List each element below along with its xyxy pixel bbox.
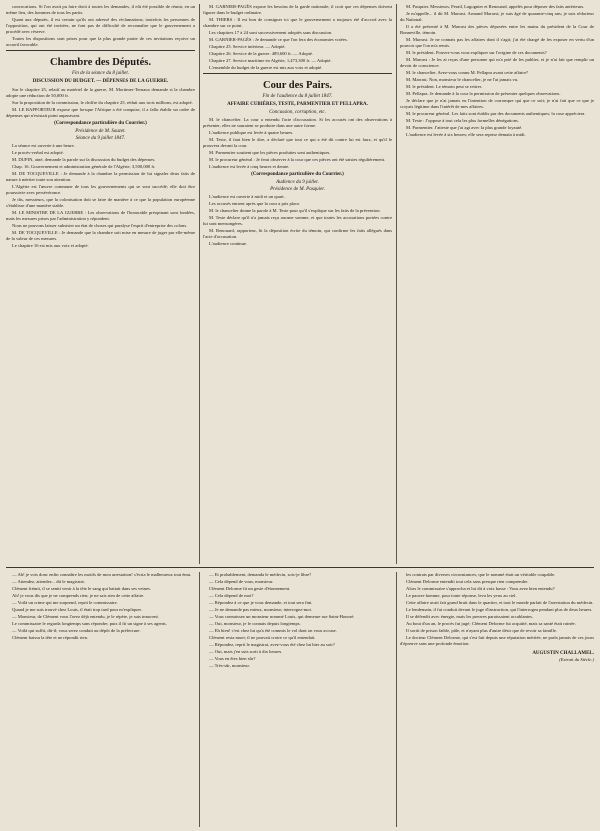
paragraph: M. le chancelier donne la parole à M. Teste pour qu'il s'explique sur les faits de la prévention.: [209, 208, 381, 213]
paragraph: M. Marrast. Non, monsieur le chancelier, je ne l'ai jamais vu.: [406, 77, 519, 82]
chamber-meta: DISCUSSION DU BUDGET. — DÉPENSES DE LA GUERRE.: [32, 79, 169, 84]
divider: [6, 50, 195, 51]
presidency-line: Présidence de M. Pasquier.: [270, 187, 325, 192]
paragraph: M. Marrast : Je les ai reçus d'une personne qui m'a prié de les publier, et je n'ai fait que remplir un devoir de conscience.: [400, 57, 594, 68]
paragraph: Sur la proposition de la commission, le chiffre du chapitre 25, réduit aux trois millions, est adopté.: [12, 100, 193, 105]
paragraph: — Voilà qui suffit, dit-il; vous serez conduit au dépôt de la préfecture.: [12, 628, 141, 633]
correspondence-label: (Correspondance particulière du Courrier.): [251, 172, 344, 177]
section-separator: [6, 567, 594, 568]
paragraph: M. le procureur général. Les faits sont établis par des documents authentiques; la cour appréciera.: [406, 111, 586, 116]
paragraph: L'ensemble du budget de la guerre est mis aux voix et adopté.: [209, 65, 323, 70]
paragraph: Nous ne pouvons laisser subsister un état de choses qui paralyse l'esprit d'entreprise des colons.: [12, 223, 188, 228]
paragraph: Chapitre 26. Service de la guerre. 489,600 fr. — Adopté.: [209, 51, 314, 56]
top-column-3: [400, 4, 594, 564]
paragraph: — Répondez, reprit le magistrat, avez-vous été chez lui hier au soir?: [209, 642, 335, 647]
paragraph: — Cela dépend de moi?: [209, 593, 254, 598]
paragraph: Clément Delorme fit un geste d'étonnement.: [209, 586, 291, 591]
session-date: Séance du 9 juillet 1847.: [75, 136, 126, 141]
paragraph: Les accusés entrent après que la cour a pris place.: [209, 201, 301, 206]
paragraph: Toutes les dispositions sont prises pour que la plus grande partie de ces invitations reçoive un accueil favorable.: [6, 36, 195, 47]
paragraph: M. Pellapra. Je demande à la cour la permission de présenter quelques observations.: [406, 91, 561, 96]
paragraph: M. LE RAPPORTEUR expose que lorsque l'Afrique a été conquise, il a fallu établir un ordre de dépenses qui n'existait point auparavant.: [6, 107, 195, 118]
top-column-1: [6, 4, 195, 564]
paragraph: — Eh bien! c'est chez lui qu'a été commis le vol dont on vous accuse.: [209, 628, 337, 633]
paragraph: L'audience est levée à cinq heures et demie.: [209, 164, 290, 169]
paragraph: Clément frémit, il se sentit venir à la tête le sang qui battait dans ses veines.: [12, 586, 151, 591]
court-charges: Concussion, corruption, etc.: [269, 110, 326, 115]
paragraph: M. Marrast. Je ne connais pas les affaires dont il s'agit; j'ai été chargé de les exposer en vertu d'un pouvoir que l'on m'a remis.: [400, 37, 594, 48]
paragraph: M. Teste, il faut bien le dire, a déclaré que tout ce qui a été dit contre lui est faux, et qu'il le prouvera devant la cour.: [203, 137, 392, 148]
correspondence-label: (Correspondance particulière du Courrier.): [54, 121, 147, 126]
paragraph: — Cela dépend de vous, monsieur.: [209, 579, 274, 584]
paragraph: Chapitre 27. Service maritime en Algérie, 1,473,300 fr. — Adopté.: [209, 58, 332, 63]
paragraph: M. Pasquier. Messieurs, Perail, Lagognier et Renouard, appelés pour déposer des faits antérieurs.: [406, 4, 585, 9]
paragraph: — Attendez, attendez... dit le magistrat.: [12, 579, 85, 584]
paragraph: M. DE TOCQUEVILLE : Je demande que la chambre soit mise en mesure de juger par elle-même de la valeur de ces mesures.: [6, 230, 195, 241]
paragraph: M. le chancelier. La cour a entendu l'acte d'accusation. Si les accusés ont des observations à présenter, elles ne sauraient se produire dans une autre forme.: [203, 117, 392, 128]
bottom-column-3: [400, 572, 594, 827]
paragraph: — Monsieur, de Clément vous l'avez déjà entendu, je le répète, je suis innocent.: [12, 614, 159, 619]
paragraph: Le commissaire le regarda longtemps sans répondre, puis il fit un signe à ses agents.: [12, 621, 167, 626]
paragraph: M. le président. Le témoin peut se retirer.: [406, 84, 483, 89]
paragraph: — Oui, mais j'en suis sorti à dix heures.: [209, 649, 283, 654]
paragraph: M. Teste : J'oppose à tout cela les plus formelles dénégations.: [406, 118, 519, 123]
paragraph: M. THIERS : Il est bon de consigner ici que le gouvernement a toujours été d'accord avec la chambre sur ce point.: [203, 17, 392, 28]
court-subtitle: Fin de l'audience du 8 juillet 1847.: [262, 94, 333, 99]
paragraph: convocations. Si l'on avait pu faire droit à toutes les demandes, il eût été possible de réunir, en un même lieu, des hommes de tous les partis.: [6, 4, 195, 15]
paragraph: L'audience continue.: [209, 241, 248, 246]
chamber-subtitle: Fin de la séance du 8 juillet.: [71, 71, 130, 76]
paragraph: M. GARNIER-PAGÈS expose les besoins de la garde nationale; il croit que ces dépenses doivent figurer dans le budget ordinaire.: [203, 4, 392, 15]
author-signature: AUGUSTIN CHALLAMEL.: [532, 651, 594, 656]
paragraph: Quant aux députés, il est certain qu'ils ont adressé des réclamations; toutefois les personnes de l'opposition, qui ont été invitées, ne font pas de difficulté de reconnaître que le gouvernement a procédé avec réserve.: [6, 17, 195, 34]
column-rule: [199, 572, 200, 827]
paragraph: Chap. 16. Gouvernement et administration générale de l'Algérie, 3,500,000 fr.: [12, 164, 156, 169]
paragraph: Il a été présenté à M. Marrast des pièces déposées entre les mains du président de la Cour de Bonneville, témoin.: [400, 24, 594, 35]
paragraph: Cette affaire avait fait grand bruit dans le quartier, et tout le monde parlait de l'arrestation du médecin.: [406, 600, 594, 605]
bottom-column-2: [203, 572, 392, 827]
paragraph: La séance est ouverte à une heure.: [12, 143, 75, 148]
paragraph: Il se défendit avec énergie, mais les preuves paraissaient accablantes.: [406, 614, 534, 619]
paragraph: M. Parmentier soutient que les pièces produites sont authentiques.: [209, 150, 331, 155]
paragraph: L'Algérie est l'œuvre commune de tous les gouvernements qui se sont succédé; elle doit être poursuivie avec persévérance.: [6, 184, 195, 195]
paragraph: — Répondez à ce que je vous demande, et tout sera fini.: [209, 600, 313, 605]
paragraph: M. Teste déclare qu'il n'a jamais reçu aucune somme, et que toutes les accusations portées contre lui sont mensongères.: [203, 215, 392, 226]
paragraph: M. le chancelier. Avez-vous connu M. Pellapra avant cette affaire?: [406, 70, 529, 75]
bottom-column-1: [6, 572, 195, 827]
paragraph: Le procès-verbal est adopté.: [12, 150, 64, 155]
paragraph: — Et probablement, demanda le médecin, sois-je libre?: [209, 572, 312, 577]
audience-date: Audience du 9 juillet.: [276, 180, 319, 185]
paragraph: Clément resta muet; il ne pouvait croire ce qu'il entendait.: [209, 635, 316, 640]
paragraph: Alors le commissaire s'approcha et lui dit à voix basse : Vous avez bien entendu?: [406, 586, 555, 591]
paragraph: — Ah! je vois donc enfin connaître les motifs de mon arrestation! s'écria le malheureux tout ému.: [12, 572, 192, 577]
paragraph: Il sortit de prison faible, pâle, et n'ayant plus d'autre désir que de revoir sa famille.: [406, 628, 557, 633]
court-title: Cour des Pairs.: [263, 80, 332, 91]
paragraph: M. le président. Pouvez-vous vous expliquer sur l'origine de ces documents?: [406, 50, 547, 55]
paragraph: M. DUPIN, ainé, demande la parole sur la discussion du budget des dépenses.: [12, 157, 156, 162]
paragraph: — Oui, monsieur, je le connais depuis longtemps.: [209, 621, 301, 626]
column-rule: [396, 4, 397, 564]
column-rule: [396, 572, 397, 827]
chamber-title: Chambre des Députés.: [49, 57, 152, 68]
paragraph: — Je ne demande pas mieux, monsieur; interrogez-moi.: [209, 607, 312, 612]
paragraph: Au bout d'un an, le procès fut jugé; Clément Delorme fut acquitté, mais sa santé était ruinée.: [406, 621, 576, 626]
paragraph: Le docteur Clément Delorme, qui s'est fait depuis une réputation méritée, ne parla jamais de ces jours d'épreuve sans une profonde émotion.: [400, 635, 594, 646]
paragraph: M. DE TOCQUEVILLE : Je demande à la chambre la permission de lui signaler deux faits de nature à mériter toute son attention.: [6, 171, 195, 182]
intro-paragraphs: [6, 4, 195, 48]
paragraph: Quand je me suis trouvé chez Louis, il était trop tard pour m'expliquer.: [12, 607, 142, 612]
paragraph: Je dis, messieurs, que la colonisation doit se faire de manière à ce que la population européenne s'établisse d'une manière stable.: [6, 197, 195, 208]
paragraph: Chapitre 25. Service intérieur. — Adopté.: [209, 44, 286, 49]
divider: [203, 73, 392, 74]
paragraph: — Vous connaissez un monsieur nommé Louis, qui demeure rue Saint-Honoré.: [209, 614, 355, 619]
paragraph: Sur le chapitre 25, relatif au matériel de la guerre, M. Mortimer-Ternaux demande si la chambre adopte une réduction de 50,000 fr.: [6, 87, 195, 98]
paragraph: M. Parmentier. J'atteste que j'ai agi avec la plus grande loyauté.: [406, 125, 523, 130]
column-rule: [199, 4, 200, 564]
paragraph: Le lendemain, il fut conduit devant le juge d'instruction, qui l'interrogea pendant plus de deux heures.: [406, 607, 593, 612]
paragraph: L'audience est levée à six heures; elle sera reprise demain à midi.: [406, 132, 526, 137]
paragraph: Clément Delorme entendit tout cela sans presque rien comprendre.: [406, 579, 529, 584]
paragraph: L'audience est ouverte à midi et un quart.: [209, 194, 285, 199]
paragraph: M. LE MINISTRE DE LA GUERRE : Les observations de l'honorable préopinant sont fondées, mais les mesures prises par l'administration y répondent.: [6, 210, 195, 221]
paragraph: L'audience publique est levée à quatre heures.: [209, 130, 294, 135]
paragraph: Clément baissa la tête et ne répondit rien.: [12, 635, 89, 640]
paragraph: M. GARNIER-PAGÈS : Je demande ce que l'on fera des économies votées.: [209, 37, 348, 42]
paragraph: Le chapitre 16 est mis aux voix et adopté.: [12, 243, 89, 248]
top-column-2: [203, 4, 392, 564]
paragraph: les contrats par diverses circonstances; que le nommé était un véritable coupable.: [406, 572, 556, 577]
paragraph: M. le procureur général : Je ferai observer à la cour que ces pièces ont été saisies régulièrement.: [209, 157, 386, 162]
paragraph: Le pauvre homme, pour toute réponse, leva les yeux au ciel.: [406, 593, 517, 598]
paragraph: Je déclare que je n'ai jamais eu l'intention de corrompre qui que ce soit; je n'ai fait que ce que je croyais légitime dans l'intérêt de mes affaires.: [400, 98, 594, 109]
paragraph: — Très-sûr, monsieur.: [209, 663, 250, 668]
paragraph: — Voilà un crime qui me surprend, reprit le commissaire.: [12, 600, 118, 605]
paragraph: Les chapitres 17 à 24 sont successivement adoptés sans discussion.: [209, 30, 333, 35]
presidency-line: Présidence de M. Sauzet.: [75, 129, 126, 134]
paragraph: M. Renouard, rapporteur, lit la déposition écrite du témoin, qui confirme les faits allégués dans l'acte d'accusation.: [203, 228, 392, 239]
source-note: (Extrait du Siècle.): [559, 657, 594, 662]
paragraph: Ah! je vous dis que je ne comprends rien; je ne sais rien de cette affaire.: [12, 593, 145, 598]
paragraph: — Vous en êtes bien sûr?: [209, 656, 256, 661]
court-affair: AFFAIRE CUBIÈRES, TESTE, PARMENTIER ET PELLAPRA.: [227, 102, 368, 107]
paragraph: Je m'appelle... il dit M. Marrast. Armand Marrast; je suis âgé de quarante-cinq ans; je suis rédacteur du National.: [400, 11, 594, 22]
